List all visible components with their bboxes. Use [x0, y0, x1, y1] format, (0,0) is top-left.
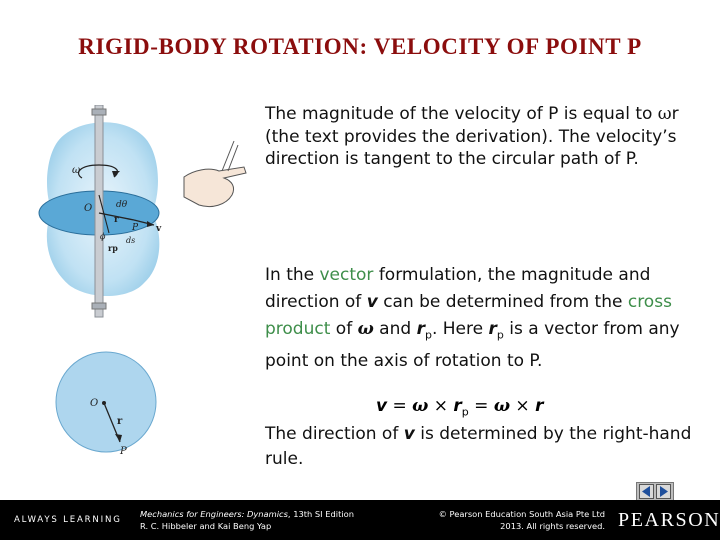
slide-title: RIGID-BODY ROTATION: VELOCITY OF POINT P	[78, 34, 642, 59]
label-rp: rp	[108, 243, 118, 253]
direction-paragraph: The direction of v is determined by the right-hand rule.	[265, 424, 692, 469]
footer-bar	[0, 500, 720, 540]
label-O2: O	[90, 398, 99, 409]
magnitude-paragraph: The magnitude of the velocity of P is equal to ωr (the text provides the derivation). The velocity’s direction is tangent to the circular path of P.	[265, 104, 679, 169]
label-v: v	[156, 224, 162, 234]
vector-paragraph: In the vector formulation, the magnitude and direction of v can be determined from the cross product of ω and $r_p$. Here $r_p$ is a vector from any point on the axis of rotation to P.	[265, 265, 680, 372]
cross-product-term: cross product	[265, 292, 672, 339]
label-r2: r	[117, 416, 123, 427]
vector-term: vector	[319, 265, 374, 285]
label-omega: ω	[72, 165, 81, 176]
nav-prev-icon[interactable]	[639, 484, 654, 499]
pearson-logo: PEARSON	[618, 509, 720, 531]
velocity-equation: $v = \omega \times r_p = \omega \times r$	[376, 396, 544, 419]
label-r: r	[114, 215, 119, 225]
label-O: O	[84, 203, 93, 214]
always-learning-text: ALWAYS LEARNING	[14, 515, 122, 525]
label-P: P	[132, 223, 139, 233]
nav-next-icon[interactable]	[656, 484, 671, 499]
rotation-figure	[34, 105, 264, 325]
rotation-circle	[56, 352, 156, 452]
circle-figure	[40, 348, 170, 460]
copyright-notice: © Pearson Education South Asia Pte Ltd 2013. All rights reserved.	[438, 509, 605, 531]
label-phi: ϕ	[100, 232, 106, 241]
axis-shaft	[95, 105, 103, 317]
label-ds: ds	[126, 236, 136, 245]
label-P2: P	[120, 446, 127, 457]
book-citation: Mechanics for Engineers: Dynamics, 13th SI Edition R. C. Hibbeler and Kai Beng Yap	[140, 509, 354, 531]
right-hand-sketch	[184, 167, 246, 207]
slide-nav	[636, 482, 674, 501]
label-dtheta: dθ	[116, 200, 128, 210]
